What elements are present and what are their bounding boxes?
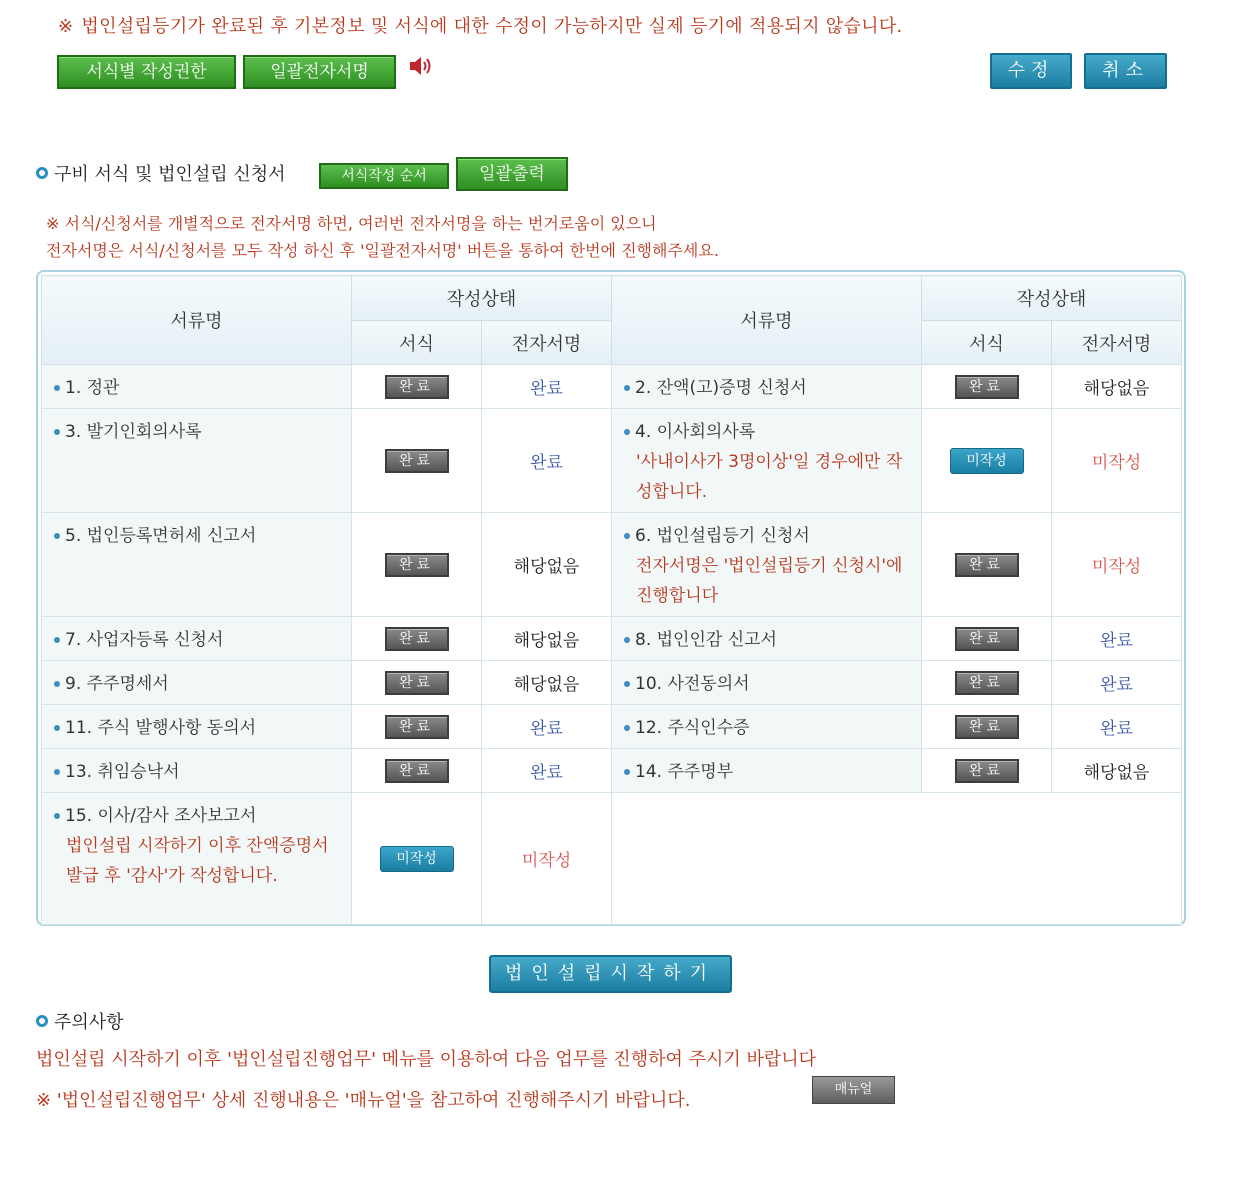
sign-status-cell	[1052, 513, 1182, 617]
notice-text: 법인설립등기가 완료된 후 기본정보 및 서식에 대한 수정이 가능하지만 실제 등기에 적용되지 않습니다.	[81, 16, 903, 37]
sign-status-cell	[1052, 749, 1182, 793]
doc-note: 전자서명은 '법인설립등기 신청시'에 진행합니다	[636, 556, 903, 606]
doc-name-cell	[42, 705, 352, 749]
form-status-cell	[922, 365, 1052, 409]
sign-status: 해당없음	[1083, 763, 1150, 783]
doc-name-cell	[612, 705, 922, 749]
sign-status: 완료	[1100, 719, 1133, 739]
sign-status: 완료	[1100, 675, 1133, 695]
doc-name: 11. 주식 발행사항 동의서	[65, 718, 257, 738]
doc-name: 14. 주주명부	[635, 762, 734, 782]
sign-status: 완료	[530, 719, 563, 739]
batch-print-button[interactable]: 일괄출력	[456, 157, 568, 191]
table-row	[42, 617, 1182, 661]
table-row	[42, 749, 1182, 793]
doc-name-cell	[42, 617, 352, 661]
table-row	[42, 705, 1182, 749]
manual-button[interactable]: 매뉴얼	[812, 1076, 895, 1104]
table-row	[42, 793, 1182, 925]
doc-name: 15. 이사/감사 조사보고서	[65, 806, 257, 826]
form-complete-button[interactable]: 완료	[955, 715, 1019, 739]
doc-name-cell	[42, 793, 352, 925]
sign-status: 해당없음	[513, 557, 580, 577]
documents-table-container	[36, 270, 1186, 926]
doc-name-cell	[612, 513, 922, 617]
form-complete-button[interactable]: 완료	[385, 627, 449, 651]
table-row	[42, 661, 1182, 705]
sign-status-cell	[1052, 365, 1182, 409]
form-permission-button[interactable]: 서식별 작성권한	[57, 55, 236, 89]
header-status-right: 작성상태	[922, 276, 1182, 321]
caution-title-text: 주의사항	[54, 1012, 124, 1033]
sign-status: 미작성	[1091, 453, 1142, 473]
bullet-dot-icon	[54, 429, 60, 435]
caution-line1: 법인설립 시작하기 이후 '법인설립진행업무' 메뉴를 이용하여 다음 업무를 진행하여 주시기 바랍니다	[36, 1049, 817, 1070]
batch-sign-button[interactable]: 일괄전자서명	[243, 55, 396, 89]
sign-status-cell	[482, 705, 612, 749]
doc-name-cell	[42, 365, 352, 409]
section-title-text: 구비 서식 및 법인설립 신청서	[54, 164, 286, 185]
form-status-cell	[352, 705, 482, 749]
doc-name: 7. 사업자등록 신청서	[65, 630, 224, 650]
sign-status-cell	[482, 793, 612, 925]
doc-note: '사내이사가 3명이상'일 경우에만 작성합니다.	[636, 452, 903, 502]
sign-status: 완료	[530, 763, 563, 783]
form-incomplete-button[interactable]: 미작성	[380, 846, 454, 872]
bullet-dot-icon	[624, 725, 630, 731]
doc-name: 1. 정관	[65, 378, 120, 398]
doc-name: 8. 법인인감 신고서	[635, 630, 777, 650]
sign-status-cell	[482, 617, 612, 661]
top-notice	[58, 12, 903, 38]
doc-name: 10. 사전동의서	[635, 674, 750, 694]
form-status-cell	[352, 617, 482, 661]
form-complete-button[interactable]: 완료	[955, 553, 1019, 577]
doc-name: 5. 법인등록면허세 신고서	[65, 526, 257, 546]
doc-name: 6. 법인설립등기 신청서	[635, 526, 810, 546]
bullet-dot-icon	[54, 813, 60, 819]
doc-name: 13. 취임승낙서	[65, 762, 180, 782]
caution-title	[36, 1008, 124, 1034]
speaker-icon[interactable]	[408, 55, 434, 77]
header-doc-left: 서류명	[42, 276, 352, 365]
doc-name-cell	[42, 749, 352, 793]
doc-name-cell	[42, 409, 352, 513]
doc-name-cell	[612, 409, 922, 513]
bullet-dot-icon	[624, 637, 630, 643]
header-sign-right: 전자서명	[1052, 321, 1182, 365]
sign-status-cell	[482, 409, 612, 513]
bullet-icon	[36, 167, 48, 179]
sign-status: 완료	[1100, 631, 1133, 651]
doc-name: 3. 발기인회의사록	[65, 422, 202, 442]
form-complete-button[interactable]: 완료	[955, 375, 1019, 399]
documents-table	[41, 275, 1182, 925]
sign-status: 해당없음	[513, 631, 580, 651]
sign-status-cell	[482, 749, 612, 793]
form-status-cell	[352, 409, 482, 513]
form-status-cell	[352, 749, 482, 793]
sign-status: 완료	[530, 379, 563, 399]
doc-name: 2. 잔액(고)증명 신청서	[635, 378, 807, 398]
form-complete-button[interactable]: 완료	[955, 759, 1019, 783]
bullet-dot-icon	[54, 533, 60, 539]
form-status-cell	[352, 793, 482, 925]
edit-button[interactable]: 수정	[990, 53, 1072, 89]
doc-name-cell	[42, 661, 352, 705]
form-status-cell	[922, 409, 1052, 513]
sign-status-cell	[482, 365, 612, 409]
cancel-button[interactable]: 취소	[1084, 53, 1167, 89]
sign-status-cell	[1052, 661, 1182, 705]
bullet-dot-icon	[54, 725, 60, 731]
doc-name-cell	[612, 365, 922, 409]
header-sign-left: 전자서명	[482, 321, 612, 365]
sign-status: 완료	[530, 453, 563, 473]
bullet-dot-icon	[624, 681, 630, 687]
table-row	[42, 513, 1182, 617]
bullet-dot-icon	[624, 533, 630, 539]
form-complete-button[interactable]: 완료	[955, 671, 1019, 695]
doc-name-cell	[612, 749, 922, 793]
sign-status-cell	[1052, 705, 1182, 749]
start-incorporation-button[interactable]: 법인설립시작하기	[489, 955, 732, 993]
sign-status: 해당없음	[1083, 379, 1150, 399]
sign-status-cell	[1052, 409, 1182, 513]
sign-status: 해당없음	[513, 675, 580, 695]
bullet-dot-icon	[624, 769, 630, 775]
sign-note-line1: ※ 서식/신청서를 개별적으로 전자서명 하면, 여러번 전자서명을 하는 번거로움이 있으니	[46, 214, 657, 233]
bullet-dot-icon	[624, 385, 630, 391]
empty-cell	[612, 793, 1182, 925]
header-status-left: 작성상태	[352, 276, 612, 321]
bullet-dot-icon	[624, 429, 630, 435]
table-row	[42, 409, 1182, 513]
sign-status-cell	[482, 661, 612, 705]
doc-name: 12. 주식인수증	[635, 718, 750, 738]
doc-name-cell	[612, 661, 922, 705]
sign-status: 미작성	[1091, 557, 1142, 577]
form-incomplete-button[interactable]: 미작성	[950, 448, 1024, 474]
doc-name: 9. 주주명세서	[65, 674, 169, 694]
form-status-cell	[922, 661, 1052, 705]
form-status-cell	[922, 705, 1052, 749]
bullet-icon	[36, 1015, 48, 1027]
form-complete-button[interactable]: 완료	[385, 375, 449, 399]
form-complete-button[interactable]: 완료	[385, 715, 449, 739]
form-complete-button[interactable]: 완료	[385, 671, 449, 695]
form-complete-button[interactable]: 완료	[385, 449, 449, 473]
sign-note-line2: 전자서명은 서식/신청서를 모두 작성 하신 후 '일괄전자서명' 버튼을 통하여 한번에 진행해주세요.	[46, 241, 719, 260]
header-form-right: 서식	[922, 321, 1052, 365]
doc-name: 4. 이사회의사록	[635, 422, 756, 442]
doc-name-cell	[42, 513, 352, 617]
form-status-cell	[352, 661, 482, 705]
form-status-cell	[352, 365, 482, 409]
header-form-left: 서식	[352, 321, 482, 365]
form-complete-button[interactable]: 완료	[385, 553, 449, 577]
bullet-dot-icon	[54, 769, 60, 775]
form-complete-button[interactable]: 완료	[385, 759, 449, 783]
sign-status: 미작성	[521, 851, 572, 871]
bullet-dot-icon	[54, 385, 60, 391]
caution-line2: ※ '법인설립진행업무' 상세 진행내용은 '매뉴얼'을 참고하여 진행해주시기 바랍니다.	[36, 1090, 691, 1111]
form-order-button[interactable]: 서식작성 순서	[319, 163, 449, 189]
bullet-dot-icon	[54, 637, 60, 643]
doc-name-cell	[612, 617, 922, 661]
sign-status-cell	[482, 513, 612, 617]
form-status-cell	[352, 513, 482, 617]
notice-mark: ※	[58, 16, 74, 37]
table-row	[42, 365, 1182, 409]
sign-status-cell	[1052, 617, 1182, 661]
header-doc-right: 서류명	[612, 276, 922, 365]
form-complete-button[interactable]: 완료	[955, 627, 1019, 651]
section-title	[36, 160, 286, 186]
form-status-cell	[922, 617, 1052, 661]
form-status-cell	[922, 513, 1052, 617]
bullet-dot-icon	[54, 681, 60, 687]
form-status-cell	[922, 749, 1052, 793]
doc-note: 법인설립 시작하기 이후 잔액증명서 발급 후 '감사'가 작성합니다.	[66, 836, 329, 886]
